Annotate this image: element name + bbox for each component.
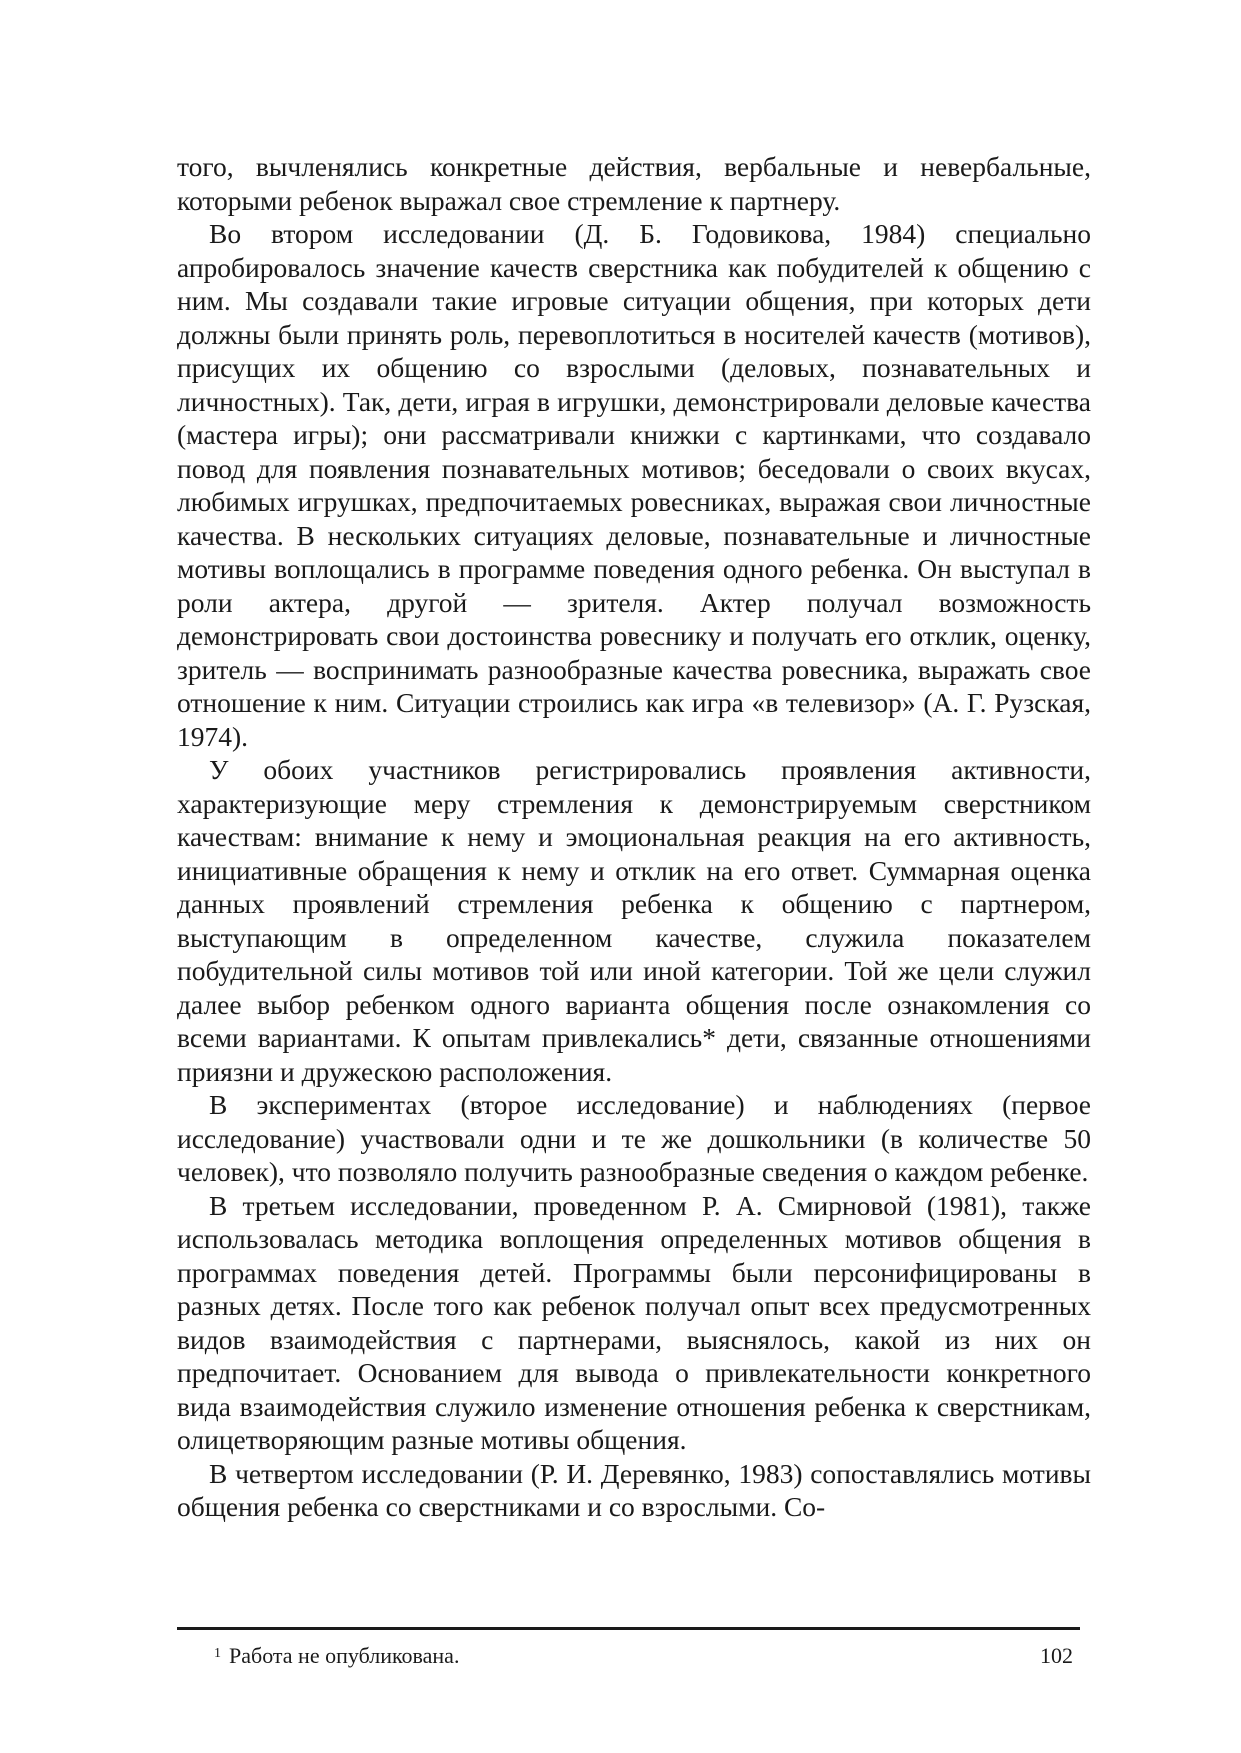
paragraph: В четвертом исследовании (Р. И. Деревянко, 1983) сопоставлялись мотивы общения ребенка со сверстниками и со взрослыми. Со- [177,1457,1091,1522]
body-text [177,150,1091,1524]
footnote-marker: 1 [214,1646,221,1661]
page-number: 102 [1040,1643,1073,1668]
paragraph: Во втором исследовании (Д. Б. Годовикова, 1984) специально апробировалось значение качеств сверстника как побудителей к общению с ним. Мы создавали такие игровые ситуации общения, при которых дети должны были принять роль, перевоплотиться в носителей качеств (мотивов), присущих их общению со взрослыми (деловых, познавательных и личностных). Так, дети, играя в игрушки, демонстрировали деловые качества (мастера игры); они рассматривали книжки с картинками, что создавало повод для появления познавательных мотивов; беседовали о своих вкусах, любимых игрушках, предпочитаемых ровесниках, выражая свои личностные качества. В нескольких ситуациях деловые, познавательные и личностные мотивы воплощались в программе поведения одного ребенка. Он выступал в роли актера, другой — зрителя. Актер получал возможность демонстрировать свои достоинства ровеснику и получать его отклик, оценку, зритель — воспринимать разнообразные качества ровесника, выражать свое отношение к ним. Ситуации строились как игра «в телевизор» (А. Г. Рузская, 1974). [177,218,1091,752]
footnote-text: Работа не опубликована. [229,1643,460,1668]
paragraph: В экспериментах (второе исследование) и наблюдениях (первое исследование) участвовали одни и те же дошкольники (в количестве 50 человек), что позволяло получить разнообразные сведения о каждом ребенке. [177,1089,1091,1187]
footnote [214,1643,459,1669]
paragraph: В третьем исследовании, проведенном Р. А. Смирновой (1981), также использовалась методика воплощения определенных мотивов общения в программах поведения детей. Программы были персонифицированы в разных детях. После того как ребенок получал опыт всех предусмотренных видов взаимодействия с партнерами, выяснялось, какой из них он предпочитает. Основанием для вывода о привлекательности конкретного вида взаимодействия служило изменение отношения ребенка к сверстникам, олицетворяющим разные мотивы общения. [177,1189,1091,1455]
paragraph: У обоих участников регистрировались проявления активности, характеризующие меру стремления к демонстрируемым сверстником качествам: внимание к нему и эмоциональная реакция на его активность, инициативные обращения к нему и отклик на его ответ. Суммарная оценка данных проявлений стремления ребенка к общению с партнером, выступающим в определенном качестве, служила показателем побудительной силы мотивов той или иной категории. Той же цели служил далее выбор ребенком одного варианта общения после ознакомления со всеми вариантами. К опытам привлекались* дети, связанные отношениями приязни и дружескою расположения. [177,754,1091,1087]
footnote-separator [177,1627,1080,1630]
paragraph: того, вычленялись конкретные действия, вербальные и невербальные, которыми ребенок выражал свое стремление к партнеру. [177,151,1091,216]
